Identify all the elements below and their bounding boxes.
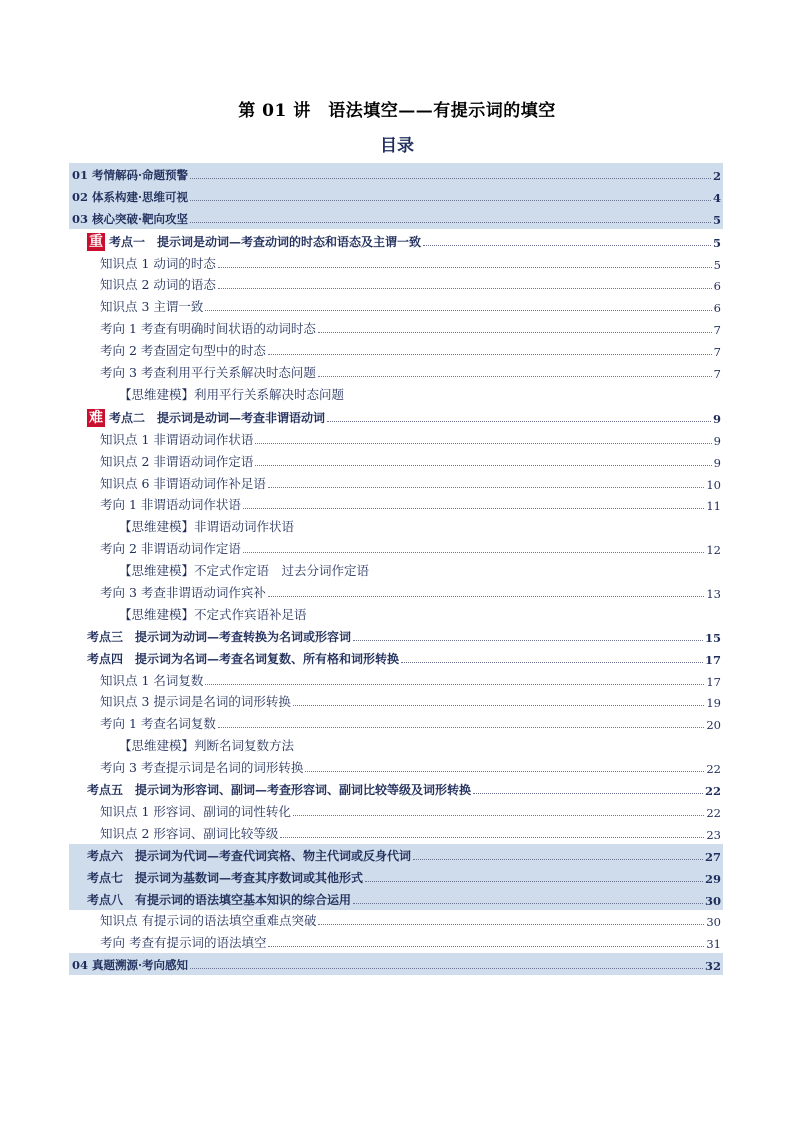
toc-leader-dots	[401, 662, 703, 663]
toc-page-number: 9	[712, 411, 721, 426]
toc-leader-dots	[318, 924, 704, 925]
toc-entry[interactable]	[69, 295, 723, 317]
toc-leader-dots	[353, 640, 703, 641]
toc-entry-title: 考向 1 考查名词复数	[100, 716, 216, 732]
toc-leader-dots	[268, 487, 704, 488]
toc-entry-title: 考点四 提示词为名词—考查名词复数、所有格和词形转换	[87, 651, 400, 666]
toc-entry-title: 【思维建模】非谓语动词作状语	[119, 519, 295, 535]
toc-page-number: 5	[712, 235, 721, 250]
toc-entry-title: 【思维建模】不定式作宾语补足语	[119, 606, 307, 622]
toc-leader-dots	[268, 354, 712, 355]
toc-entry[interactable]	[69, 734, 723, 756]
toc-page-number: 22	[706, 762, 721, 777]
key-point-badge: 重	[89, 233, 103, 250]
toc-entry-title: 知识点 1 名词复数	[100, 672, 204, 688]
toc-entry-title: 考点六 提示词为代词—考查代词宾格、物主代词或反身代词	[87, 848, 412, 863]
toc-page-number: 17	[704, 652, 721, 667]
toc-entry-title: 【思维建模】不定式作定语 过去分词作定语	[119, 563, 370, 579]
toc-leader-dots	[293, 815, 704, 816]
toc-entry[interactable]	[69, 537, 723, 559]
toc-leader-dots	[305, 771, 704, 772]
toc-leader-dots	[218, 267, 712, 268]
document-title: 第 01 讲 语法填空——有提示词的填空	[238, 101, 556, 121]
toc-entry-title: 考点三 提示词为动词—考查转换为名词或形容词	[87, 629, 352, 644]
toc-page-number: 29	[704, 871, 721, 886]
toc-leader-dots	[255, 465, 711, 466]
toc-page-number: 7	[713, 345, 721, 360]
toc-page-number: 6	[713, 301, 721, 316]
toc-entry-title: 04 真题溯源·考向感知	[72, 958, 189, 973]
toc-leader-dots	[243, 508, 704, 509]
toc-entry-title: 考点七 提示词为基数词—考查其序数词或其他形式	[87, 870, 364, 885]
toc-leader-dots	[293, 705, 704, 706]
toc-page-number: 22	[706, 805, 721, 820]
toc-leader-dots	[423, 245, 711, 246]
toc-entry-title: 考向 2 考查固定句型中的时态	[100, 343, 266, 359]
toc-page-number: 4	[712, 190, 721, 205]
toc-leader-dots	[318, 376, 712, 377]
toc-entry-title: 考向 2 非谓语动词作定语	[100, 541, 241, 557]
toc-leader-dots	[268, 596, 704, 597]
toc-entry[interactable]	[69, 339, 723, 361]
toc-page-number: 30	[706, 915, 721, 930]
toc-entry[interactable]	[69, 383, 723, 405]
toc-leader-dots	[473, 793, 703, 794]
toc-entry-title: 考向 考查有提示词的语法填空	[100, 935, 267, 951]
toc-entry[interactable]	[69, 361, 723, 383]
toc-page-number: 12	[706, 543, 721, 558]
toc-page-number: 9	[713, 455, 721, 470]
toc-entry-title: 知识点 2 形容词、副词比较等级	[100, 825, 279, 841]
toc-leader-dots	[327, 421, 711, 422]
toc-entry-title: 考向 1 考查有明确时间状语的动词时态	[100, 321, 316, 337]
toc-entry[interactable]	[69, 428, 723, 450]
toc-entry[interactable]	[69, 494, 723, 516]
toc-entry[interactable]	[69, 405, 723, 428]
toc-entry[interactable]	[69, 207, 723, 229]
toc-page-number: 19	[706, 696, 721, 711]
toc-entry-title: 知识点 2 动词的语态	[100, 277, 216, 293]
toc-entry[interactable]	[69, 800, 723, 822]
toc-entry[interactable]	[69, 603, 723, 625]
toc-entry-title: 考点一 提示词是动词—考查动词的时态和语态及主谓一致	[109, 234, 422, 249]
toc-leader-dots	[280, 837, 704, 838]
toc-page-number: 13	[706, 587, 721, 602]
toc-leader-dots	[218, 288, 712, 289]
toc-entry[interactable]	[69, 669, 723, 691]
toc-entry-title: 【思维建模】判断名词复数方法	[119, 738, 295, 754]
toc-page-number: 5	[712, 212, 721, 227]
toc-entry-title: 考向 3 考查提示词是名词的词形转换	[100, 760, 304, 776]
toc-page-number: 15	[704, 630, 721, 645]
toc-entry[interactable]	[69, 274, 723, 296]
toc-entry-title: 03 核心突破·靶向攻坚	[72, 211, 189, 226]
toc-page-number: 23	[706, 827, 721, 842]
toc-page-number: 30	[704, 893, 721, 908]
toc-entry[interactable]	[69, 317, 723, 339]
toc-page-number: 6	[713, 279, 721, 294]
toc-entry-title: 02 体系构建·思维可视	[72, 189, 189, 204]
toc-entry[interactable]	[69, 625, 723, 647]
toc-entry-title: 知识点 3 提示词是名词的词形转换	[100, 694, 291, 710]
toc-page-number: 11	[706, 499, 721, 514]
toc-entry[interactable]	[69, 472, 723, 494]
toc-leader-dots	[218, 727, 704, 728]
toc-leader-dots	[190, 222, 711, 223]
toc-entry-title: 知识点 3 主谓一致	[100, 299, 204, 315]
toc-page-number: 22	[704, 784, 721, 799]
toc-leader-dots	[365, 881, 703, 882]
toc-entry[interactable]	[69, 691, 723, 713]
toc-entry-title: 知识点 6 非谓语动词作补足语	[100, 475, 266, 491]
toc-entry-title: 【思维建模】利用平行关系解决时态问题	[119, 386, 345, 402]
toc-entry-title: 知识点 2 非谓语动词作定语	[100, 453, 254, 469]
toc-entry[interactable]	[69, 910, 723, 932]
toc-leader-dots	[205, 310, 711, 311]
toc-entry[interactable]	[69, 888, 723, 910]
toc-page-number: 9	[713, 433, 721, 448]
toc-entry[interactable]	[69, 185, 723, 207]
toc-entry-title: 知识点 1 动词的时态	[100, 255, 216, 271]
toc-entry[interactable]	[69, 450, 723, 472]
toc-leader-dots	[243, 552, 704, 553]
toc-entry[interactable]	[69, 163, 723, 185]
toc-entry[interactable]	[69, 559, 723, 581]
toc-page-number: 7	[713, 323, 721, 338]
toc-entry[interactable]	[69, 647, 723, 669]
toc-leader-dots	[268, 946, 704, 947]
toc-page-number: 2	[712, 168, 721, 183]
table-of-contents	[69, 163, 723, 975]
toc-leader-dots	[413, 859, 703, 860]
toc-heading: 目录	[380, 136, 414, 156]
toc-entry[interactable]	[69, 712, 723, 734]
toc-entry[interactable]	[69, 229, 723, 252]
toc-entry-title: 考点五 提示词为形容词、副词—考查形容词、副词比较等级及词形转换	[87, 783, 472, 798]
toc-leader-dots	[190, 178, 711, 179]
toc-entry-title: 考向 1 非谓语动词作状语	[100, 497, 241, 513]
toc-entry-title: 考点八 有提示词的语法填空基本知识的综合运用	[87, 892, 352, 907]
toc-entry[interactable]	[69, 931, 723, 953]
toc-page-number: 20	[706, 718, 721, 733]
toc-entry[interactable]	[69, 866, 723, 888]
toc-entry-title: 01 考情解码·命题预警	[72, 167, 189, 182]
toc-leader-dots	[205, 684, 704, 685]
toc-page-number: 27	[704, 849, 721, 864]
toc-leader-dots	[318, 332, 712, 333]
difficult-point-badge: 难	[89, 409, 103, 426]
toc-leader-dots	[190, 200, 711, 201]
toc-entry-title: 知识点 有提示词的语法填空重难点突破	[100, 913, 317, 929]
toc-entry-title: 知识点 1 非谓语动词作状语	[100, 431, 254, 447]
toc-entry[interactable]	[69, 822, 723, 844]
toc-leader-dots	[255, 443, 711, 444]
toc-entry-title: 考点二 提示词是动词—考查非谓语动词	[109, 410, 326, 425]
toc-entry[interactable]	[69, 252, 723, 274]
toc-entry[interactable]	[69, 844, 723, 866]
toc-entry[interactable]	[69, 756, 723, 778]
toc-entry[interactable]	[69, 953, 723, 975]
toc-page-number: 5	[713, 257, 721, 272]
toc-entry[interactable]	[69, 515, 723, 537]
toc-leader-dots	[353, 903, 703, 904]
toc-entry[interactable]	[69, 778, 723, 800]
toc-entry-title: 知识点 1 形容词、副词的词性转化	[100, 803, 291, 819]
toc-page-number: 31	[706, 937, 721, 952]
toc-entry[interactable]	[69, 581, 723, 603]
toc-page-number: 32	[704, 959, 721, 974]
toc-page-number: 7	[713, 367, 721, 382]
toc-entry-title: 考向 3 考查非谓语动词作宾补	[100, 585, 266, 601]
toc-page-number: 17	[706, 674, 721, 689]
toc-leader-dots	[190, 968, 703, 969]
toc-entry-title: 考向 3 考查利用平行关系解决时态问题	[100, 365, 316, 381]
toc-page-number: 10	[706, 477, 721, 492]
